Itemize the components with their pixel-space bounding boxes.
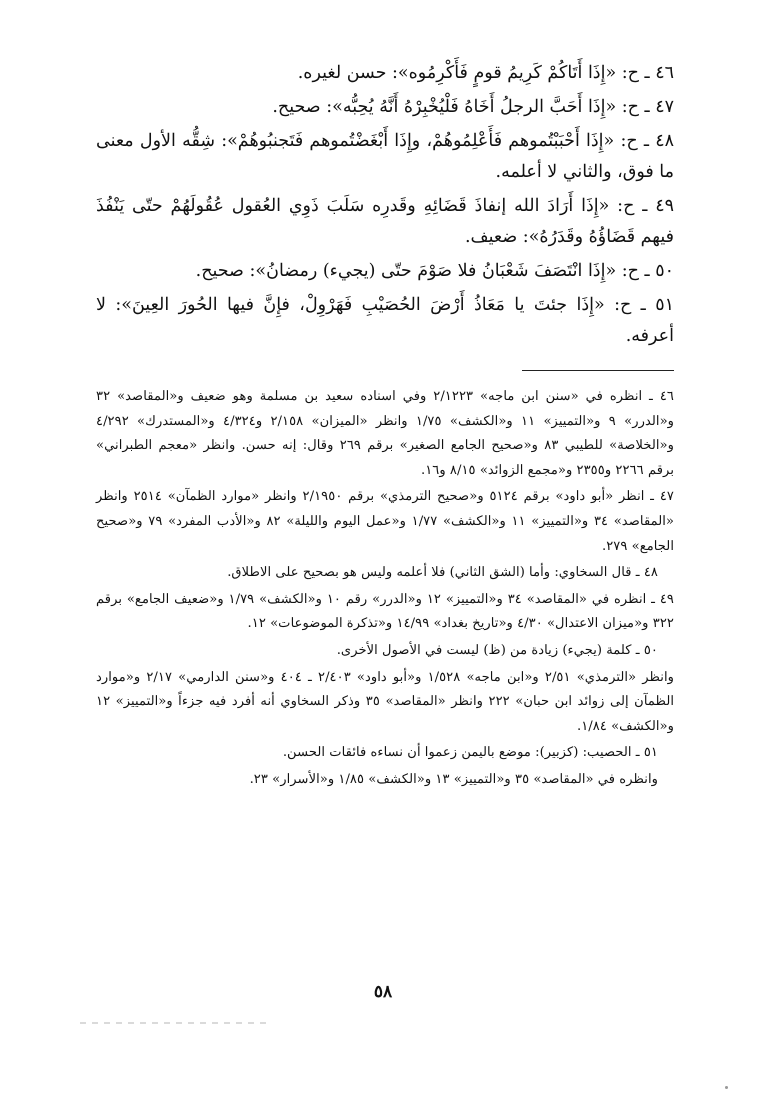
hadith-entry-51: ٥١ ـ ح: «إِذَا جئتَ يا مَعَاذُ أَرْضَ الحُصَيْبِ فَهَرْوِلْ، فإِنَّ فيها الحُورَ العِينَ»: لا أعرفه. (96, 295, 674, 346)
hadith-entry-46: ٤٦ ـ ح: «إِذَا أَتَاكُمْ كَرِيمُ قومٍ فَأَكْرِمُوه»: حسن لغيره. (297, 63, 674, 83)
scan-artifact-dot (725, 1086, 728, 1089)
hadith-entry-49: ٤٩ ـ ح: «إِذَا أَرَادَ الله إنفاذَ قَضَائِهِ وقَدرِه سَلَبَ ذَوِي العُقول عُقُولَهُمْ حتّى يَنْفُذَ فيهم قَضَاؤُهُ وقَدَرُهُ»: ضعيف. (96, 196, 674, 247)
footnote-47: ٤٧ ـ انظر «أبو داود» برقم ٥١٢٤ و«صحيح الترمذي» برقم ٢/١٩٥٠ وانظر «موارد الظمآن» ٢٥١٤ وانظر «المقاصد» ٣٤ و«التمييز» ١١ و«الكشف» ١/٧٧ و«عمل اليوم والليلة» ٨٢ و«الأدب المفرد» ٧٩ و«صحيح الجامع» ٢٧٩. (96, 489, 674, 554)
footnote-51-continued: وانظره في «المقاصد» ٣٥ و«التمييز» ١٣ و«الكشف» ١/٨٥ و«الأسرار» ٢٣. (249, 771, 658, 787)
scan-artifact-line (80, 1022, 270, 1024)
footnote-46: ٤٦ ـ انظره في «سنن ابن ماجه» ٢/١٢٢٣ وفي اسناده سعيد بن مسلمة وهو ضعيف و«المقاصد» ٣٢ و«الدرر» ٩ و«التمييز» ١١ و«الكشف» ١/٧٥ وانظر «الميزان» ٢/١٥٨ و٤/٣٢٤ و«المستدرك» ٤/٢٩٢ و«الخلاصة» للطيبي ٨٣ و«صحيح الجامع الصغير» برقم ٢٦٩ وقال: إنه حسن. وانظر «معجم الطبراني» برقم ٢٢٦٦ و٢٣٥٥ و«مجمع الزوائد» ٨/١٥ و١٦. (96, 389, 675, 478)
hadith-entry-47: ٤٧ ـ ح: «إِذَا أَحَبَّ الرجلُ أَخَاهُ فَلْيُخْبِرْهُ أَنَّهُ يُحِبُّه»: صحيح. (272, 97, 674, 117)
footnote-49: ٤٩ ـ انظره في «المقاصد» ٣٤ و«التمييز» ١٢ و«الدرر» رقم ١٠ و«الكشف» ١/٧٩ و«ضعيف الجامع» برقم ٣٢٢ و«ميزان الاعتدال» ٤/٣٠ و«تاريخ بغداد» ١٤/٩٩ و«تذكرة الموضوعات» ١٢. (96, 591, 675, 632)
footnote-50-continued: وانظر «الترمذي» ٢/٥١ و«ابن ماجه» ١/٥٢٨ و«أبو داود» ٢/٤٠٣ ـ ٤٠٤ و«سنن الدارمي» ٢/١٧ و«موارد الظمآن إلى زوائد ابن حبان» ٢٢٢ وانظر «المقاصد» ٣٥ وذكر السخاوي أنه أفرد فيه جزءاً و«التمييز» ١٢ و«الكشف» ١/٨٤. (96, 669, 675, 734)
hadith-list (96, 58, 674, 352)
hadith-entry-50: ٥٠ ـ ح: «إِذَا انْتَصَفَ شَعْبَانُ فلا صَوْمَ حتّى (يجيء) رمضانُ»: صحيح. (195, 261, 674, 281)
page-number: ٥٨ (373, 982, 393, 1002)
footnote-divider (522, 370, 674, 371)
book-page (96, 58, 674, 1058)
hadith-entry-48: ٤٨ ـ ح: «إِذَا أَحْبَبْتُموهم فَأَعْلِمُوهُمْ، وإِذَا أَبْغَضْتُموهم فَتَجنبُوهُمْ»: شِقُّه الأول معنى ما فوق، والثاني لا أعلمه. (96, 131, 674, 182)
footnote-51: ٥١ ـ الحصيب: (كزبير): موضع باليمن زعموا أن نساءه فائقات الحسن. (282, 745, 658, 761)
footnote-48: ٤٨ ـ قال السخاوي: وأما (الشق الثاني) فلا أعلمه وليس هو بصحيح على الاطلاق. (227, 565, 658, 581)
footnotes (96, 385, 674, 793)
footnote-50: ٥٠ ـ كلمة (يجيء) زيادة من (ظ) ليست في الأصول الأخرى. (336, 642, 658, 658)
